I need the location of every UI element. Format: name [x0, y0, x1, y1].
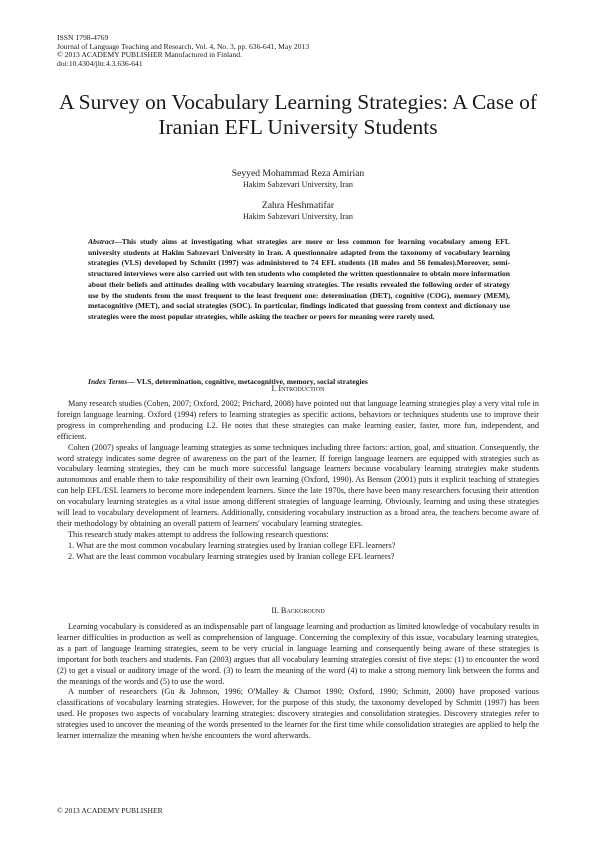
page-footer: © 2013 ACADEMY PUBLISHER	[57, 806, 163, 815]
paragraph: Many research studies (Cohen, 2007; Oxford, 2002; Prichard, 2008) have pointed out that language learning strategies play a very vital role in foreign language learning. Oxford (1994) refers to learning strategies as specific actions, behaviors or techniques students use to improve their progress in comprehending and producing L2. He notes that these strategies can make learning easier, faster, more fun, independent, and efficient.	[57, 399, 539, 441]
author-name: Seyyed Mohammad Reza Amirian	[231, 168, 365, 179]
doi: doi:10.4304/jltr.4.3.636-641	[57, 58, 143, 68]
paragraph: Learning vocabulary is considered as an indispensable part of language learning and production as limited knowledge of vocabulary results in learner difficulties in production as well as comprehension of language. Concerning the complexity of this issue, vocabulary learning strategies, as a part of language learning strategies, seem to be very crucial in language learning and consequently being aware of these strategies is important for both teachers and students. Fan (2003) argues that all vocabulary learning strategies consist of five steps: (1) to encounter the word (2) to get a visual or auditory image of the word. (3) to learn the meaning of the word (4) to make a strong memory link between the forms and the meanings of the words and (5) to use the word.	[57, 622, 539, 686]
journal-header	[57, 34, 309, 68]
paragraph: Cohen (2007) speaks of language learning strategies as some techniques including three factors: action, goal, and situation. Consequently, the word strategy indicates some degree of awareness on the part of the learner. If foreign language learners are equipped with strategies such as vocabulary learning strategies, they can be much more successful language learners because vocabulary learning strategies make students autonomous and enable them to take responsibility of their own learning (Oxford, 1990). As Benson (2001) puts it explicit teaching of strategies can help EFL/ESL learners to become more independent learners. Since the late 1970s, there have been many researchers focusing their attention on vocabulary learning strategies as a vital issue among different strategies of language learning. Obviously, learning and using these strategies will lead to vocabulary development of learners. Additionally, considering vocabulary instruction as a broad area, the teachers become aware of their methodology by obtaining an overall pattern of learners' vocabulary learning strategies.	[57, 442, 539, 528]
author-affiliation: Hakim Sabzevari University, Iran	[243, 180, 353, 189]
abstract-label: Abstract	[88, 237, 115, 246]
index-terms-text: — VLS, determination, cognitive, metacognitive, memory, social strategies	[127, 377, 368, 386]
section-heading: I. Introduction	[271, 384, 325, 393]
paragraph: A number of researchers (Gu & Johnson, 1996; O'Malley & Chamot 1990; Oxford, 1990; Schmitt, 2000) have proposed various classifications of vocabulary learning strategies. However, for the purpose of this study, the taxonomy developed by Schmitt (1997) has been used. He proposes two aspects of vocabulary learning strategies: discovery strategies and consolidation strategies. Discovery strategies refer to strategies used to uncover the meaning of the words presented to the learner for the first time while consolidation strategies are applied to help the learner internalize the meaning when he/she encounters the word afterwards.	[57, 687, 540, 741]
abstract-text: —This study aims at investigating what strategies are more or less common for learning vocabulary among EFL university students at Hakim Sabzevari University in Iran. A questionnaire adapted from the taxonomy of vocabulary learning strategies (VLS) developed by Schmitt (1997) was administered to 74 EFL students (18 males and 56 females).Moreover, semi-structured interviews were also carried out with ten students who completed the written questionnaire to obtain more information about their beliefs and attitudes dealing with vocabulary learning strategies. The results revealed the following order of strategy use by the students from the most frequent to the least frequent one: determination (DET), cognitive (COG), memory (MEM), metacognitive (MET), and social strategies (SOC). In particular, findings indicated that guessing from context and dictionary use strategies were the most popular strategies, while asking the teacher or peers for meaning were rarely used.	[88, 237, 510, 321]
section-body-background	[57, 622, 539, 742]
research-question: 2. What are the least common vocabulary learning strategies used by Iranian college EFL learners?	[68, 551, 395, 561]
copyright-line: © 2013 ACADEMY PUBLISHER Manufactured in Finland.	[57, 50, 242, 60]
index-terms-label: Index Terms	[88, 377, 128, 386]
author-affiliation: Hakim Sabzevari University, Iran	[243, 212, 353, 221]
issn: ISSN 1798-4769	[57, 33, 109, 42]
research-question: 1. What are the most common vocabulary learning strategies used by Iranian college EFL learners?	[68, 540, 396, 550]
author-name: Zahra Heshmatifar	[261, 200, 335, 211]
paragraph: This research study makes attempt to address the following research questions:	[68, 529, 329, 539]
paper-title: A Survey on Vocabulary Learning Strategies: A Case of Iranian EFL University Students	[58, 90, 538, 139]
journal-citation: Journal of Language Teaching and Research, Vol. 4, No. 3, pp. 636-641, May 2013	[57, 41, 310, 51]
section-heading: II. Background	[271, 606, 325, 615]
abstract	[88, 237, 510, 323]
section-body-introduction	[57, 399, 539, 563]
